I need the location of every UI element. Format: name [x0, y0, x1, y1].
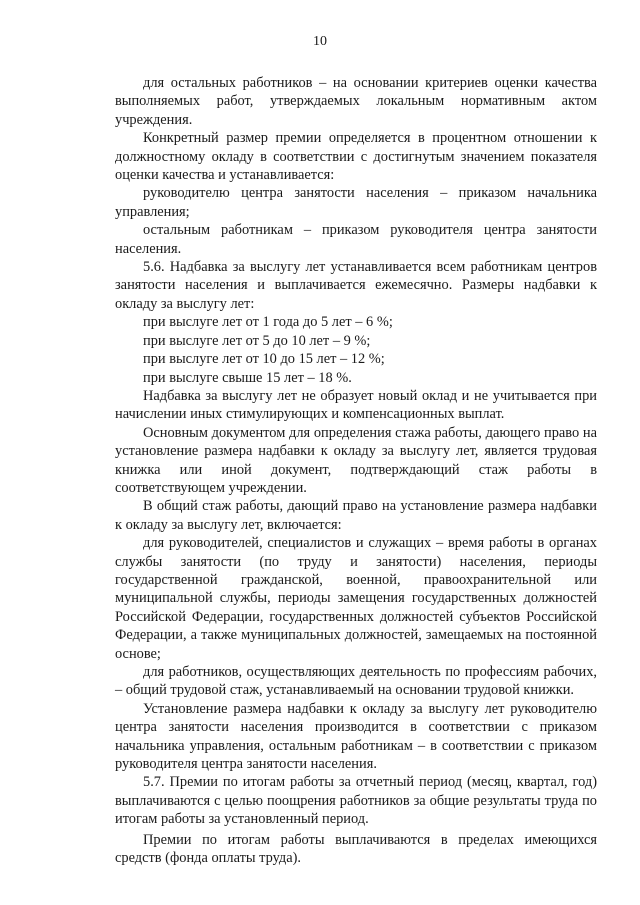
document-body	[115, 74, 597, 867]
paragraph-bonus-others: остальным работникам – приказом руководителя центра занятости населения.	[115, 222, 597, 257]
paragraph-establishment: Установление размера надбавки к окладу за выслугу лет руководителю центра занятости населения производится в соответствии с приказом начальника управления, остальным работникам – в соответствии с приказом руководителя центра занятости населения.	[115, 700, 597, 773]
paragraph-main-document: Основным документом для определения стажа работы, дающего право на установление размера надбавки к окладу за выслугу лет, является трудовая книжка или иной документ, подтверждающий стаж работы в соответствующем учреждении.	[115, 424, 597, 496]
page-number: 10	[313, 34, 327, 49]
paragraph-section-5-6: 5.6. Надбавка за выслугу лет устанавливается всем работникам центров занятости населения и выплачивается ежемесячно. Размеры надбавки к окладу за выслугу лет:	[115, 259, 597, 312]
list-item-seniority-2: при выслуге лет от 5 до 10 лет – 9 %;	[143, 332, 371, 349]
paragraph-section-5-7: 5.7. Премии по итогам работы за отчетный период (месяц, квартал, год) выплачиваются с целью поощрения работников за общие результаты труда по итогам работы за установленный период.	[115, 774, 597, 828]
paragraph-no-new-salary: Надбавка за выслугу лет не образует новый оклад и не учитывается при начислении иных стимулирующих и компенсационных выплат.	[115, 387, 597, 423]
list-item-seniority-1: при выслуге лет от 1 года до 5 лет – 6 %;	[143, 314, 393, 331]
paragraph-bonus-size: Конкретный размер премии определяется в процентном отношении к должностному окладу в соответствии с достигнутым значением показателя оценки качества и устанавливается:	[115, 130, 597, 184]
list-item-seniority-4: при выслуге свыше 15 лет – 18 %.	[143, 369, 352, 386]
paragraph-workers-service: для работников, осуществляющих деятельность по профессиям рабочих, – общий трудовой стаж, устанавливаемый на основании трудовой книжки.	[115, 664, 597, 699]
paragraph-bonus-head: руководителю центра занятости населения – приказом начальника управления;	[115, 185, 597, 220]
paragraph-fund-limits: Премии по итогам работы выплачиваются в пределах имеющихся средств (фонда оплаты труда).	[115, 831, 597, 867]
paragraph-criteria: для остальных работников – на основании критериев оценки качества выполняемых работ, утверждаемых локальным нормативным актом учреждения.	[115, 75, 597, 128]
paragraph-managers-service: для руководителей, специалистов и служащих – время работы в органах службы занятости (по труду и занятости) населения, периоды государственной гражданской, военной, правоохранительной или муниципальной службы, периоды замещения государственных должностей Российской Федерации, государственных должностей субъектов Российской Федерации, а также муниципальных должностей, замещаемых на постоянной основе;	[115, 535, 597, 662]
list-item-seniority-3: при выслуге лет от 10 до 15 лет – 12 %;	[143, 351, 385, 368]
paragraph-total-service: В общий стаж работы, дающий право на установление размера надбавки к окладу за выслугу лет, включается:	[115, 498, 597, 533]
